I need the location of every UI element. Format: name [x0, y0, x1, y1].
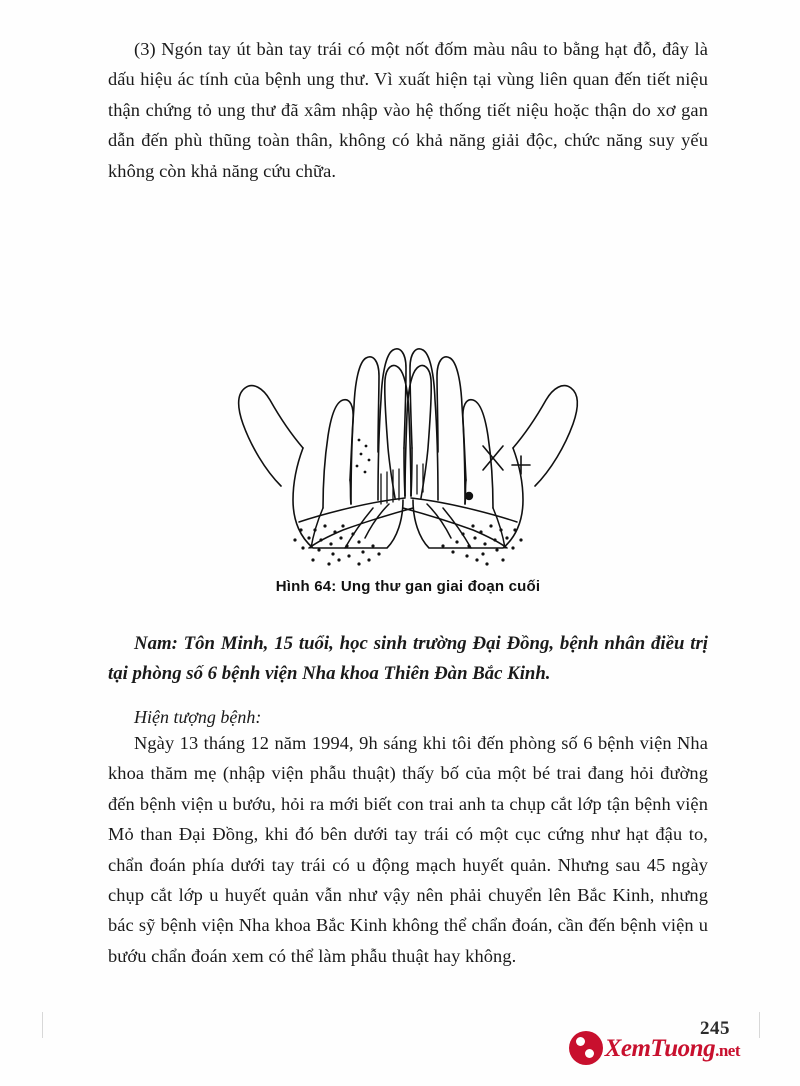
right-palm-lines — [403, 498, 517, 548]
case-heading: Nam: Tôn Minh, 15 tuổi, học sinh trường Đại Đồng, bệnh nhân điều trị tại phòng số 6 bệnh viện Nha khoa Thiên Đàn Bắc Kinh. — [108, 633, 708, 685]
dark-mole-marker — [465, 492, 473, 500]
case-subheading: Hiện tượng bệnh: — [134, 707, 262, 728]
page-number: 245 — [700, 1018, 730, 1039]
case-body-text: Ngày 13 tháng 12 năm 1994, 9h sáng khi tôi đến phòng số 6 bệnh viện Nha khoa thăm mẹ (nhập viện phẫu thuật) thấy bố của một bé trai đang hỏi đường đến bệnh viện u bướu, hỏi ra mới biết con trai anh ta chụp cắt lớp tận bệnh viện Mỏ than Đại Đồng, khi đó bên dưới tay trái có một cục cứng như hạt đậu to, chẩn đoán phía dưới tay trái có u động mạch huyết quản. Nhưng sau 45 ngày chụp cắt lớp u huyết quản vẫn như vậy nên phải chuyển lên Bắc Kinh, nhưng bác sỹ bệnh viện Nha khoa Bắc Kinh không thể chẩn đoán, cần đến bệnh viện u bướu chẩn đoán xem có thể làm phẫu thuật hay không. — [108, 733, 708, 966]
left-palm-stipple — [293, 524, 380, 565]
left-palm-lines — [299, 498, 413, 548]
right-palm-stipple — [441, 524, 522, 565]
paragraph-intro: (3) Ngón tay út bàn tay trái có một nốt đốm màu nâu to bằng hạt đỗ, đây là dấu hiệu ác tính của bệnh ung thư. Vì xuất hiện tại vùng liên quan đến tiết niệu thận chứng tỏ ung thư đã xâm nhập vào hệ thống tiết niệu hoặc thận do xơ gan dẫn đến phù thũng toàn thân, không có khả năng giải độc, chức năng suy yếu không còn khả năng cứu chữa. — [108, 39, 708, 181]
page-edge-mark-left — [42, 1012, 43, 1038]
page-content — [108, 34, 708, 971]
page-edge-mark-right — [759, 1012, 760, 1038]
figure-caption: Hình 64: Ung thư gan giai đoạn cuối — [275, 578, 541, 596]
watermark-text: XemTuong.net — [604, 1034, 740, 1062]
right-palm-outline — [385, 349, 578, 548]
left-finger-stipple — [356, 439, 371, 474]
yin-yang-icon — [569, 1031, 603, 1065]
figure-block — [108, 208, 708, 595]
watermark-logo — [569, 1028, 740, 1068]
left-palm-outline — [239, 349, 432, 548]
palms-illustration — [173, 208, 643, 568]
